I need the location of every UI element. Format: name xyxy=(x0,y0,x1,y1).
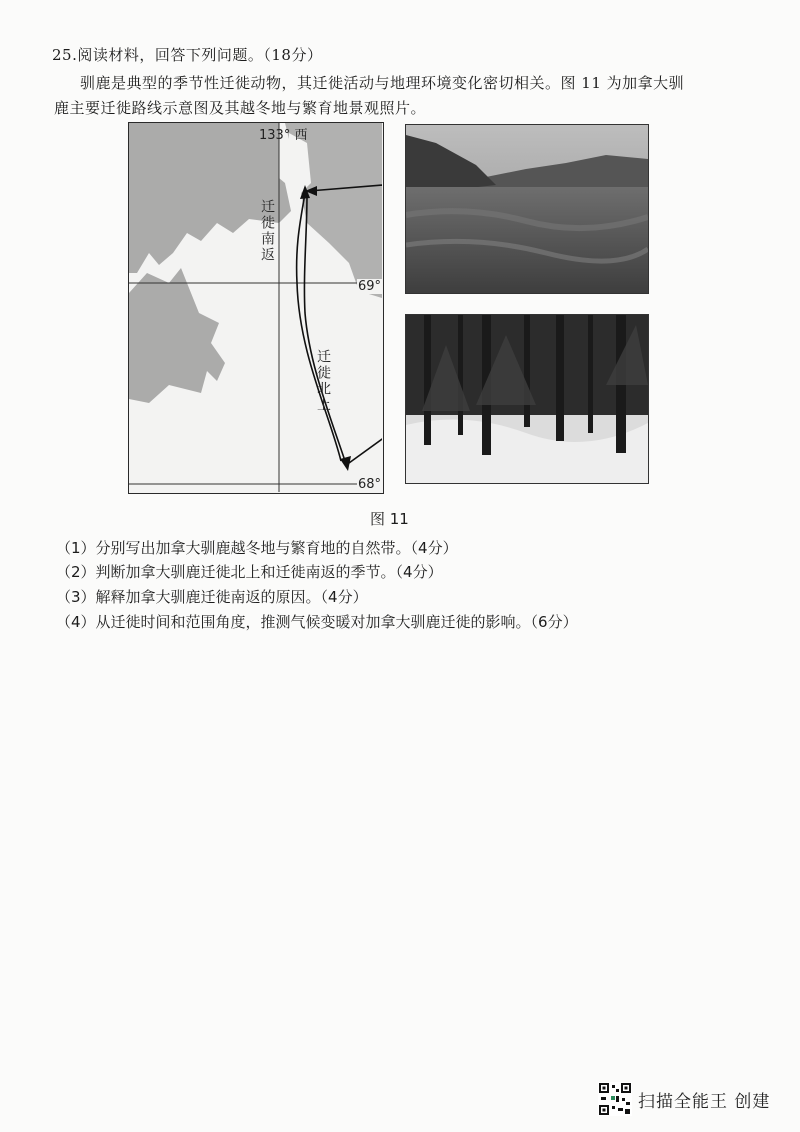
longitude-label: 133° 西 xyxy=(259,128,308,143)
scanner-watermark xyxy=(598,1082,770,1116)
sub-question-3: （3）解释加拿大驯鹿迁徙南返的原因。（4分） xyxy=(56,588,368,606)
snowy-forest-photo xyxy=(405,314,649,484)
map-landmass xyxy=(129,268,225,403)
route-north-label: 迁徙北上 xyxy=(315,349,331,413)
latitude-68-label: 68° xyxy=(358,477,382,492)
pointer-to-bottom-photo xyxy=(349,421,382,463)
question-header: 25.阅读材料，回答下列问题。（18分） xyxy=(52,46,323,64)
northbound-arrowhead xyxy=(340,456,351,471)
intro-line-1: 驯鹿是典型的季节性迁徙动物，其迁徙活动与地理环境变化密切相关。图 11 为加拿大驯 xyxy=(80,74,685,92)
watermark-text: 扫描全能王 创建 xyxy=(638,1091,771,1112)
sub-question-4: （4）从迁徙时间和范围角度，推测气候变暖对加拿大驯鹿迁徙的影响。（6分） xyxy=(56,613,578,631)
figure-caption: 图 11 xyxy=(370,510,409,528)
route-south-label: 迁徙南返 xyxy=(259,199,275,263)
qr-code-icon xyxy=(598,1082,632,1116)
latitude-69-label: 69° xyxy=(358,279,382,294)
sub-question-2: （2）判断加拿大驯鹿迁徙北上和迁徙南返的季节。（4分） xyxy=(56,563,443,581)
map-graphic xyxy=(129,123,382,492)
intro-line-2: 鹿主要迁徙路线示意图及其越冬地与繁育地景观照片。 xyxy=(54,99,427,117)
tundra-landscape-photo xyxy=(405,124,649,294)
sub-question-1: （1）分别写出加拿大驯鹿越冬地与繁育地的自然带。（4分） xyxy=(56,539,458,557)
migration-map xyxy=(128,122,384,494)
